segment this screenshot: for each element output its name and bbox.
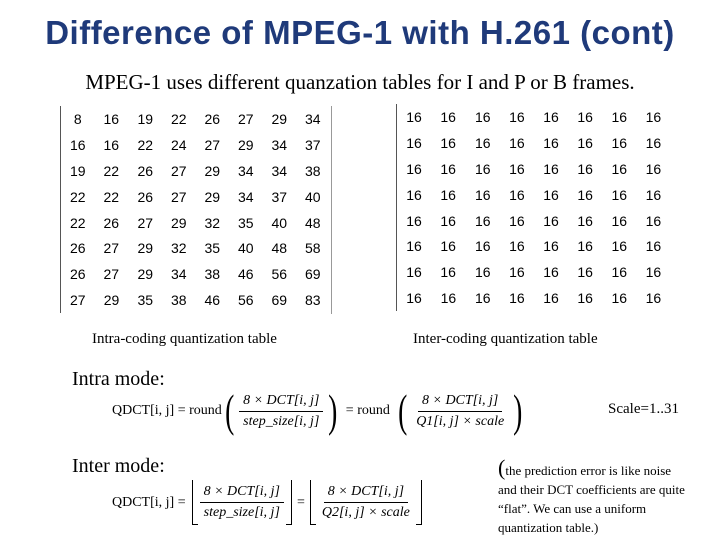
- intra-table-cell: 34: [271, 162, 288, 179]
- inter-table-cell: 16: [577, 108, 593, 125]
- intra-table-cell: 29: [237, 136, 254, 153]
- inter-table-cell: 16: [475, 264, 491, 281]
- inter-table-cell: 16: [440, 290, 457, 307]
- inter-table-row: [397, 285, 671, 311]
- inter-frac1-numerator: 8 × DCT[i, j]: [200, 484, 284, 503]
- inter-table-cell: 16: [509, 160, 525, 177]
- inter-table-cell: 16: [440, 160, 456, 177]
- inter-table-cell: 16: [645, 186, 662, 203]
- intra-table-cell: 22: [69, 214, 86, 231]
- intra-table-cell: 83: [304, 292, 321, 309]
- intra-table-row: [61, 261, 330, 287]
- intra-frac1-denominator: step_size[i, j]: [243, 413, 320, 429]
- inter-table-cell: 16: [440, 134, 456, 151]
- inter-table-row: [397, 104, 671, 130]
- inter-table-cell: 16: [406, 290, 422, 307]
- intra-frac2-numerator: 8 × DCT[i, j]: [418, 393, 502, 412]
- inter-table-row: [397, 259, 671, 285]
- inter-table-cell: 16: [543, 238, 559, 255]
- inter-table-cell: 16: [475, 108, 491, 125]
- inter-table-cell: 16: [509, 186, 525, 203]
- intra-formula-eq: = round: [345, 403, 390, 418]
- intra-table-cell: 37: [304, 136, 321, 153]
- intra-table-cell: 34: [170, 266, 187, 283]
- inter-table-cell: 16: [611, 212, 628, 229]
- inter-table-cell: 16: [543, 134, 559, 151]
- inter-table-cell: 16: [611, 134, 628, 151]
- inter-table-cell: 16: [543, 264, 559, 281]
- inter-frac1-denominator: step_size[i, j]: [203, 505, 280, 520]
- inter-table-cell: 16: [440, 186, 456, 203]
- inter-table-cell: 16: [406, 108, 422, 125]
- inter-table-cell: 16: [577, 238, 593, 255]
- intra-table-cell: 38: [204, 266, 221, 283]
- intra-table-cell: 26: [69, 240, 86, 257]
- intra-table-cell: 34: [271, 136, 288, 153]
- floor-right: [416, 480, 422, 525]
- inter-table-cell: 16: [509, 290, 525, 307]
- inter-frac2-numerator: 8 × DCT[i, j]: [324, 484, 408, 503]
- intra-table-cell: 69: [271, 292, 288, 309]
- inter-table-cell: 16: [577, 212, 593, 229]
- intra-table-cell: 32: [170, 240, 187, 257]
- intra-frac1-numerator: 8 × DCT[i, j]: [239, 393, 323, 412]
- inter-fraction-1: [200, 484, 284, 521]
- floor-right: [286, 480, 292, 525]
- inter-table-cell: 16: [611, 238, 628, 255]
- intra-fraction-2: [412, 393, 508, 430]
- note-open-paren: (: [498, 455, 506, 480]
- intra-table-cell: 16: [103, 136, 120, 153]
- intra-table-cell: 29: [103, 292, 120, 309]
- inter-table-cell: 16: [645, 160, 662, 177]
- intra-table-cell: 29: [137, 240, 154, 257]
- intra-table-cell: 38: [170, 292, 187, 309]
- intra-table-cell: 27: [170, 162, 187, 179]
- intra-table-cell: 27: [137, 214, 154, 231]
- inter-table-cell: 16: [645, 134, 662, 151]
- inter-table-cell: 16: [440, 212, 456, 229]
- inter-table-cell: 16: [611, 290, 628, 307]
- intra-table-cell: 69: [304, 266, 321, 283]
- slide-title: Difference of MPEG-1 with H.261 (cont): [45, 14, 675, 51]
- inter-frac2-denominator: Q2[i, j] × scale: [321, 505, 410, 520]
- intra-table-cell: 40: [304, 188, 321, 205]
- intra-table-cell: 24: [170, 136, 187, 153]
- inter-fraction-2: [318, 484, 414, 521]
- intra-table-cell: 46: [204, 292, 221, 309]
- intra-table-right-border: [331, 106, 332, 314]
- inter-table-cell: 16: [475, 290, 491, 307]
- intra-table-cell: 35: [137, 292, 154, 309]
- left-paren: (: [224, 385, 235, 436]
- intra-table-row: [61, 158, 330, 184]
- intra-table-cell: 22: [170, 110, 187, 127]
- inter-table-cell: 16: [543, 186, 559, 203]
- left-paren: (: [397, 385, 408, 436]
- inter-table-cell: 16: [645, 290, 662, 307]
- intra-table-cell: 34: [237, 162, 254, 179]
- intra-table-cell: 27: [69, 292, 86, 309]
- intra-table-cell: 22: [103, 162, 120, 179]
- intra-table-row: [61, 132, 330, 158]
- inter-table-cell: 16: [440, 238, 456, 255]
- note-line1: the prediction error is like noise: [505, 463, 672, 478]
- inter-table-row: [397, 208, 671, 234]
- inter-table-cell: 16: [509, 238, 525, 255]
- floor-left: [192, 480, 198, 525]
- intra-table-cell: 58: [304, 240, 321, 257]
- inter-table-cell: 16: [406, 238, 422, 255]
- intra-table-cell: 34: [237, 188, 254, 205]
- inter-table-cell: 16: [406, 212, 422, 229]
- intra-table-cell: 19: [69, 162, 86, 179]
- intra-table-cell: 29: [204, 162, 221, 179]
- inter-table-cell: 16: [475, 186, 491, 203]
- inter-table-cell: 16: [645, 238, 662, 255]
- intra-mode-formula: [112, 385, 526, 436]
- inter-mode-formula: [112, 480, 422, 525]
- intra-table-cell: 56: [271, 266, 288, 283]
- inter-table-cell: 16: [509, 264, 525, 281]
- inter-table-row: [397, 233, 671, 259]
- intra-table-cell: 26: [137, 188, 154, 205]
- slide-subtitle: MPEG-1 uses different quanzation tables for I and P or B frames.: [85, 70, 635, 94]
- intra-table-cell: 29: [137, 266, 154, 283]
- inter-table-cell: 16: [475, 160, 491, 177]
- intra-table-cell: 32: [204, 214, 221, 231]
- intra-table-cell: 8: [73, 110, 82, 127]
- inter-formula-eq: =: [296, 494, 305, 510]
- intra-table-cell: 29: [271, 110, 288, 127]
- intra-table-row: [61, 106, 330, 132]
- intra-table-cell: 29: [204, 188, 221, 205]
- inter-table-cell: 16: [577, 160, 593, 177]
- inter-table-cell: 16: [406, 264, 422, 281]
- floor-left: [310, 480, 316, 525]
- right-paren: ): [328, 385, 338, 436]
- intra-table-cell: 37: [271, 188, 288, 205]
- intra-table-row: [61, 184, 330, 210]
- intra-table-cell: 27: [170, 188, 187, 205]
- intra-table-cell: 26: [69, 266, 86, 283]
- inter-table-cell: 16: [543, 108, 559, 125]
- inter-table-cell: 16: [543, 160, 559, 177]
- inter-table-cell: 16: [406, 186, 422, 203]
- inter-table-row: [397, 182, 671, 208]
- intra-quantization-table: [60, 106, 330, 313]
- inter-table-cell: 16: [645, 264, 662, 281]
- inter-table-cell: 16: [577, 134, 593, 151]
- intra-table-cell: 46: [237, 266, 254, 283]
- inter-table-cell: 16: [611, 108, 628, 125]
- intra-table-cell: 48: [304, 214, 321, 231]
- inter-table-cell: 16: [577, 186, 593, 203]
- intra-table-cell: 27: [204, 136, 221, 153]
- intra-table-cell: 27: [103, 240, 120, 257]
- intra-table-cell: 26: [103, 214, 120, 231]
- intra-table-cell: 35: [204, 240, 221, 257]
- intra-table-cell: 16: [69, 136, 86, 153]
- inter-formula-lhs: QDCT[i, j] =: [112, 494, 186, 510]
- intra-table-cell: 22: [103, 188, 120, 205]
- intra-table-row: [61, 287, 330, 313]
- inter-table-cell: 16: [645, 212, 662, 229]
- intra-table-cell: 38: [304, 162, 321, 179]
- intra-table-row: [61, 210, 330, 236]
- intra-table-cell: 40: [271, 214, 288, 231]
- intra-table-cell: 22: [137, 136, 154, 153]
- inter-table-caption: Inter-coding quantization table: [413, 331, 598, 347]
- intra-fraction-1: [239, 393, 323, 430]
- inter-table-cell: 16: [611, 160, 628, 177]
- intra-table-cell: 27: [103, 266, 120, 283]
- inter-table-cell: 16: [475, 238, 491, 255]
- scale-note: Scale=1..31: [608, 401, 679, 417]
- intra-table-cell: 26: [137, 162, 154, 179]
- right-paren: ): [513, 385, 523, 436]
- inter-table-cell: 16: [577, 290, 593, 307]
- intra-frac2-denominator: Q1[i, j] × scale: [416, 413, 505, 429]
- intra-table-caption: Intra-coding quantization table: [92, 331, 277, 347]
- intra-table-cell: 26: [204, 110, 221, 127]
- inter-table-cell: 16: [440, 108, 456, 125]
- inter-table-cell: 16: [509, 212, 525, 229]
- inter-table-cell: 16: [543, 212, 559, 229]
- inter-table-row: [397, 130, 671, 156]
- intra-table-cell: 29: [170, 214, 187, 231]
- intra-formula-lhs: QDCT[i, j] = round: [112, 403, 222, 418]
- intra-table-row: [61, 235, 330, 261]
- inter-table-cell: 16: [645, 108, 662, 125]
- intra-table-cell: 19: [137, 110, 154, 127]
- note-text: and their DCT coefficients are quite “flat”. We can use a uniform quantization table.): [498, 482, 685, 535]
- intra-table-cell: 56: [237, 292, 254, 309]
- intra-table-cell: 22: [69, 188, 86, 205]
- note-first-line: [498, 455, 671, 481]
- inter-mode-label: Inter mode:: [72, 455, 165, 477]
- inter-table-cell: 16: [440, 264, 456, 281]
- inter-table-cell: 16: [406, 160, 422, 177]
- inter-table-cell: 16: [509, 108, 525, 125]
- intra-table-cell: 48: [271, 240, 288, 257]
- intra-table-cell: 35: [237, 214, 254, 231]
- inter-table-cell: 16: [475, 134, 491, 151]
- intra-table-cell: 16: [103, 110, 120, 127]
- inter-table-cell: 16: [611, 264, 628, 281]
- inter-table-cell: 16: [577, 264, 593, 281]
- inter-table-row: [397, 156, 671, 182]
- inter-table-cell: 16: [611, 186, 628, 203]
- inter-table-cell: 16: [406, 134, 422, 151]
- inter-quantization-table: [396, 104, 671, 311]
- inter-table-cell: 16: [475, 212, 491, 229]
- inter-table-cell: 16: [509, 134, 525, 151]
- intra-mode-label: Intra mode:: [72, 368, 165, 390]
- inter-table-cell: 16: [543, 290, 559, 307]
- intra-table-cell: 34: [304, 110, 321, 127]
- intra-table-cell: 40: [237, 240, 254, 257]
- intra-table-cell: 27: [237, 110, 254, 127]
